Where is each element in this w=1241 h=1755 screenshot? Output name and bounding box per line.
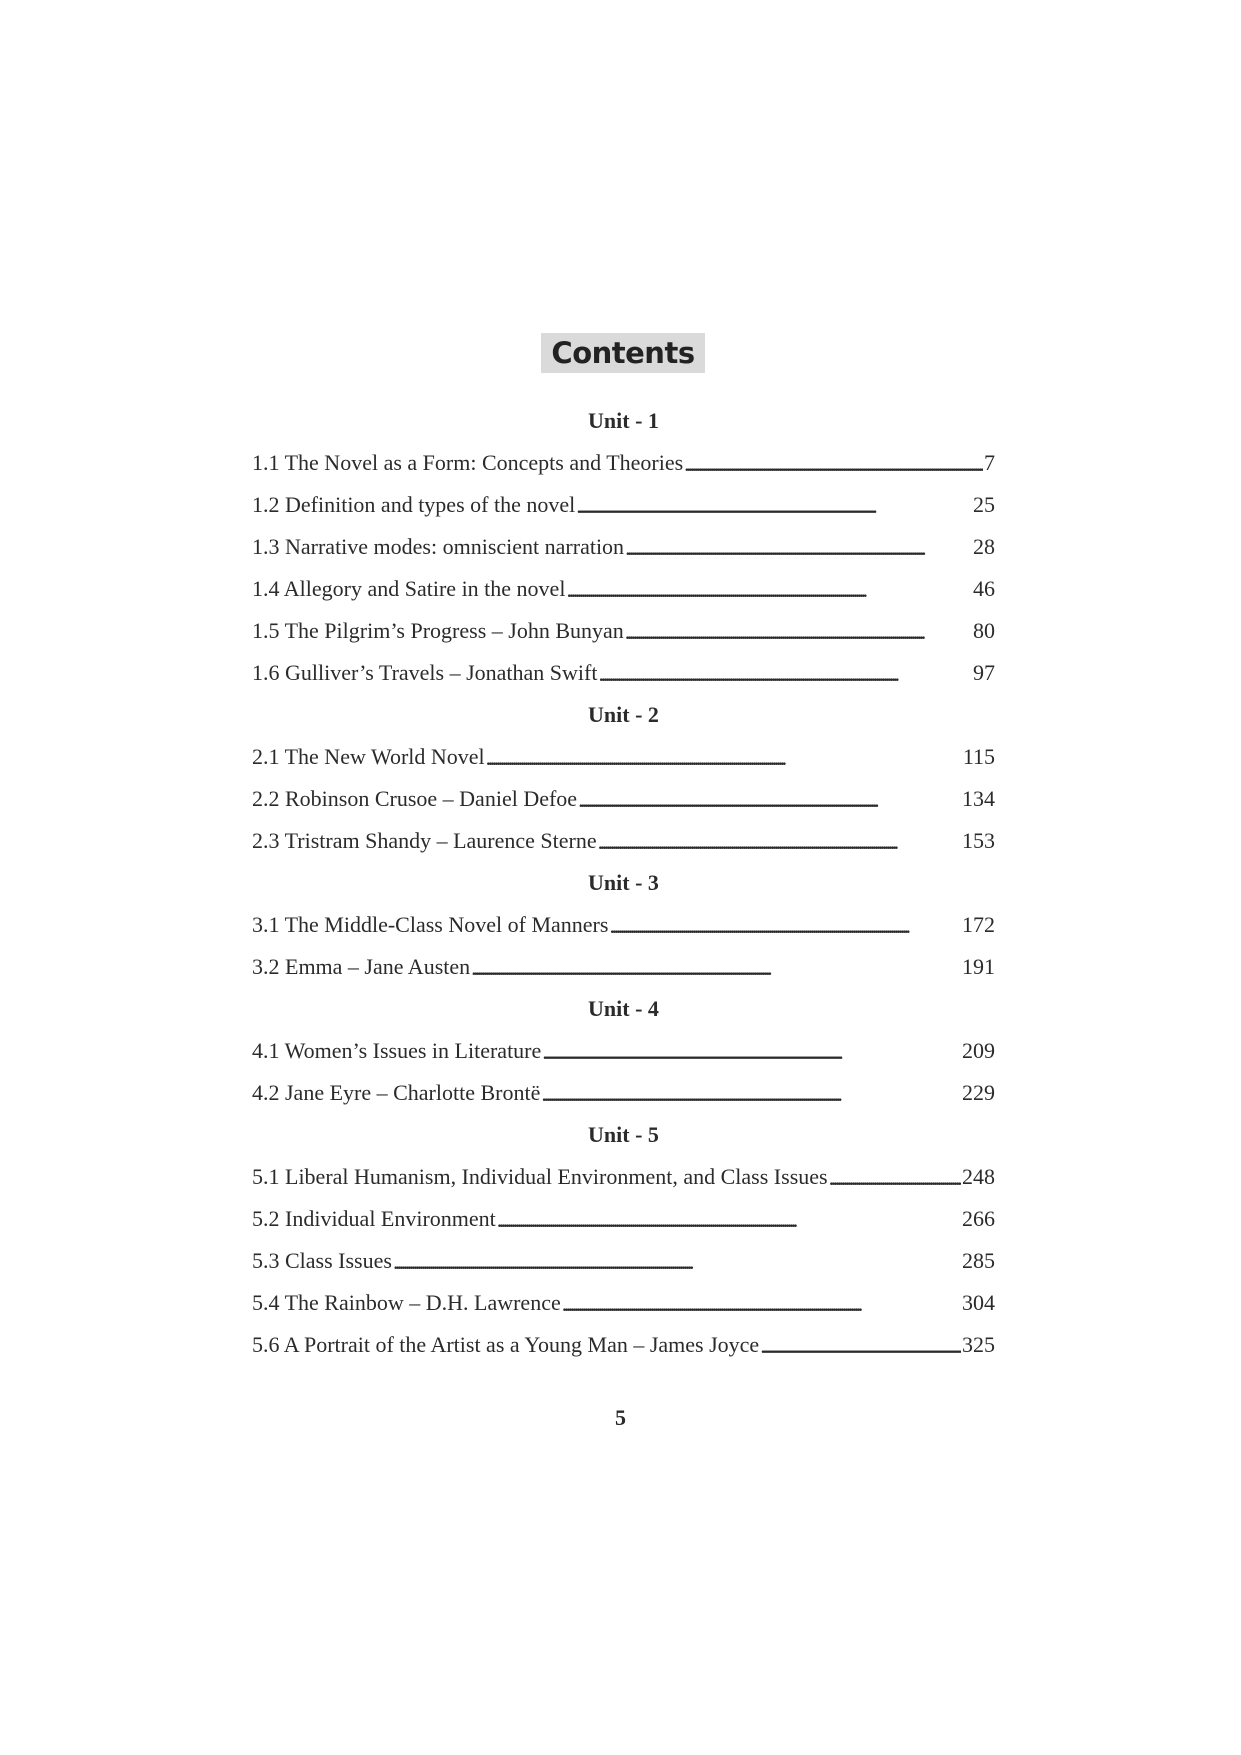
toc-entry[interactable] <box>252 568 995 610</box>
toc-entry-title: 1.5 The Pilgrim’s Progress – John Bunyan <box>252 618 624 643</box>
toc-entry-page: 28 <box>973 534 995 559</box>
toc-entry[interactable] <box>252 610 995 652</box>
toc-entry-title: 5.2 Individual Environment <box>252 1206 496 1231</box>
toc-entry-page: 229 <box>962 1080 995 1105</box>
toc-entry[interactable] <box>252 946 995 988</box>
dot-leader <box>829 1165 961 1191</box>
toc-entry-title: 1.2 Definition and types of the novel <box>252 492 576 517</box>
toc-entry-title: 2.3 Tristram Shandy – Laurence Sterne <box>252 828 597 853</box>
dot-leader <box>625 619 972 645</box>
unit-heading: Unit - 3 <box>588 870 659 895</box>
contents-title-box <box>541 333 705 373</box>
dot-leader <box>578 787 961 813</box>
unit-heading: Unit - 2 <box>588 702 659 727</box>
toc-entry-page: 7 <box>984 450 995 475</box>
page-number: 5 <box>615 1405 626 1430</box>
toc-entry[interactable] <box>252 652 995 694</box>
toc-entry[interactable] <box>252 1072 995 1114</box>
toc-entry-page: 153 <box>962 828 995 853</box>
toc-entry-page: 248 <box>962 1164 995 1189</box>
toc-entry-title: 5.3 Class Issues <box>252 1248 392 1273</box>
toc-entry-title: 1.6 Gulliver’s Travels – Jonathan Swift <box>252 660 598 685</box>
toc-entry[interactable] <box>252 1156 995 1198</box>
dot-leader <box>609 913 961 939</box>
toc-entry-page: 134 <box>962 786 995 811</box>
dot-leader <box>542 1039 961 1065</box>
toc-entry[interactable] <box>252 1198 995 1240</box>
dot-leader <box>486 745 962 771</box>
dot-leader <box>598 829 961 855</box>
toc-entry-page: 115 <box>962 744 995 769</box>
dot-leader <box>566 577 972 603</box>
toc-entry-title: 1.3 Narrative modes: omniscient narration <box>252 534 625 559</box>
dot-leader <box>393 1249 961 1275</box>
dot-leader <box>760 1333 961 1359</box>
toc-entry-page: 46 <box>973 576 995 601</box>
dot-leader <box>576 493 972 519</box>
toc-entry-page: 25 <box>973 492 995 517</box>
dot-leader <box>562 1291 961 1317</box>
toc-entry[interactable] <box>252 442 995 484</box>
toc-entry-page: 80 <box>973 618 995 643</box>
dot-leader <box>684 451 983 477</box>
unit-heading: Unit - 4 <box>588 996 659 1021</box>
toc-entry[interactable] <box>252 778 995 820</box>
toc-entry[interactable] <box>252 904 995 946</box>
toc-entry[interactable] <box>252 1030 995 1072</box>
toc-entry-title: 3.2 Emma – Jane Austen <box>252 954 471 979</box>
dot-leader <box>541 1081 961 1107</box>
toc-entry[interactable] <box>252 484 995 526</box>
toc-entry-title: 4.2 Jane Eyre – Charlotte Brontë <box>252 1080 541 1105</box>
dot-leader <box>625 535 972 561</box>
toc-entry-title: 5.1 Liberal Humanism, Individual Environment, and Class Issues <box>252 1164 828 1189</box>
unit-heading: Unit - 5 <box>588 1122 659 1147</box>
toc-entry[interactable] <box>252 1240 995 1282</box>
dot-leader <box>497 1207 961 1233</box>
toc-entry-title: 3.1 The Middle-Class Novel of Manners <box>252 912 609 937</box>
toc-entry-title: 4.1 Women’s Issues in Literature <box>252 1038 542 1063</box>
toc-entry-page: 191 <box>962 954 995 979</box>
toc-entry-title: 5.4 The Rainbow – D.H. Lawrence <box>252 1290 561 1315</box>
table-of-contents <box>252 400 995 1366</box>
toc-entry-page: 97 <box>973 660 995 685</box>
dot-leader <box>471 955 961 981</box>
toc-entry-page: 285 <box>962 1248 995 1273</box>
toc-entry[interactable] <box>252 820 995 862</box>
toc-entry-page: 304 <box>962 1290 995 1315</box>
toc-entry[interactable] <box>252 526 995 568</box>
toc-entry-page: 209 <box>962 1038 995 1063</box>
toc-entry-title: 2.1 The New World Novel <box>252 744 485 769</box>
dot-leader <box>598 661 972 687</box>
toc-entry-page: 325 <box>962 1332 995 1357</box>
unit-heading: Unit - 1 <box>588 408 659 433</box>
toc-entry-title: 2.2 Robinson Crusoe – Daniel Defoe <box>252 786 578 811</box>
toc-entry-title: 5.6 A Portrait of the Artist as a Young Man – James Joyce <box>252 1332 760 1357</box>
toc-entry-page: 266 <box>962 1206 995 1231</box>
toc-entry-title: 1.1 The Novel as a Form: Concepts and Theories <box>252 450 684 475</box>
toc-entry[interactable] <box>252 1282 995 1324</box>
toc-entry[interactable] <box>252 1324 995 1366</box>
page-title: Contents <box>551 336 695 370</box>
toc-entry-title: 1.4 Allegory and Satire in the novel <box>252 576 566 601</box>
toc-entry[interactable] <box>252 736 995 778</box>
toc-entry-page: 172 <box>962 912 995 937</box>
